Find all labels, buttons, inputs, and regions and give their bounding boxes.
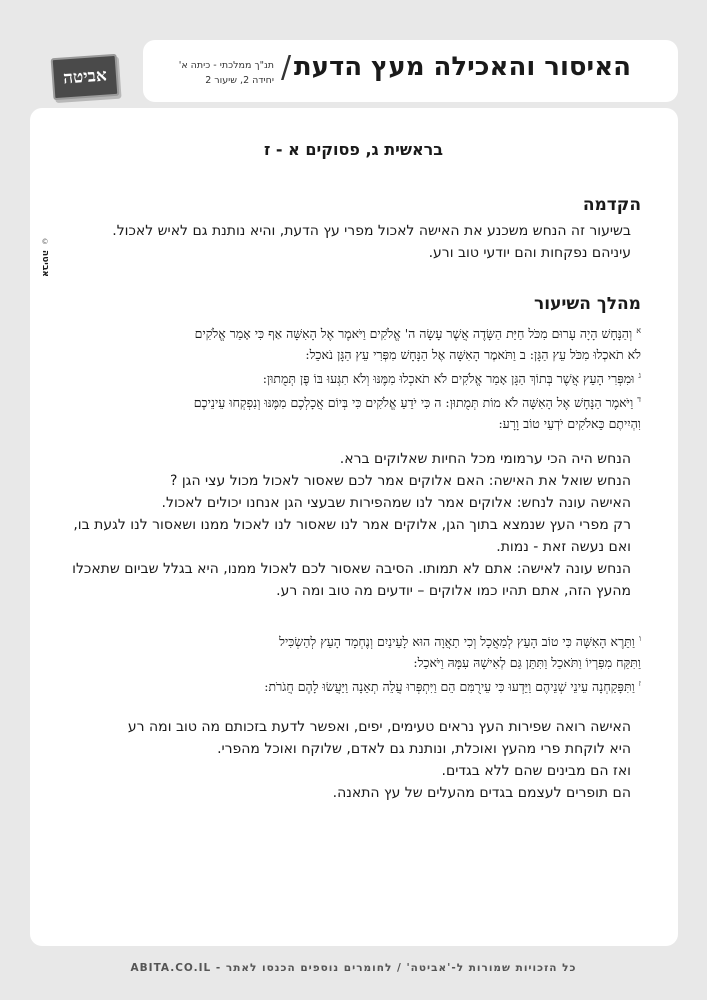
verse-text: וִהְיִיתֶם כֵּאלֹקִים יֹדְעֵי טוֹב וָרָע: (498, 416, 641, 432)
intro-line: עיניהם נפקחות והם יודעי טוב ורע. (428, 245, 631, 261)
verse-line (51, 320, 641, 344)
copyright-icon: © (41, 238, 49, 246)
logo-text: אביטה (62, 65, 108, 89)
title-separator: / (281, 50, 292, 85)
lesson-subtitle (170, 58, 274, 88)
verse-line (51, 413, 641, 434)
explanation-line: הנחש שואל את האישה: האם אלוקים אמר לכם שאסור לאכול מכול עצי הגן ? (169, 473, 631, 489)
verses-block-1 (51, 320, 641, 434)
intro-text (51, 220, 631, 264)
verse-text: וַתֵּרֶא הָאִשָּׁה כִּי טוֹב הָעֵץ לְמַאֲכָל וְכִי תַאֲוָה הוּא לָעֵינַיִם וְנֶחְמָד הָעֵץ לְהַשְׂכִּיל (279, 634, 635, 650)
side-label: אביטה (40, 250, 50, 277)
explanation-block-2 (51, 716, 631, 804)
verse-number: ג (638, 371, 641, 381)
explanation-line: הם תופרים לעצמם בגדים מהעלים של עץ התאנה. (332, 785, 631, 801)
verse-line (51, 365, 641, 389)
verse-text: וּמִפְּרִי הָעֵץ אֲשֶׁר בְּתוֹךְ הַגָּן אָמַר אֱלֹקִים לֹא תֹאכְלוּ מִמֶּנּוּ וְלֹא תִגְּעוּ בּוֹ פֶּן תְּמֻתוּן: (262, 371, 635, 387)
copyright-footer: כל הזכויות שמורות ל-'אביטה' / לחומרים נוספים הכנסו לאתר - ABITA.CO.IL (130, 962, 577, 974)
verses-block-2 (51, 628, 641, 697)
lesson-heading: מהלך השיעור (534, 294, 641, 314)
verse-number: ד (637, 395, 641, 405)
explanation-block-1 (51, 448, 631, 602)
explanation-line: ואז הם מבינים שהם ללא בגדים. (441, 763, 631, 779)
subtitle-curriculum: תנ"ך ממלכתי - כיתה א' (178, 60, 274, 71)
verse-number: ו (638, 634, 641, 643)
verse-line (51, 628, 641, 652)
intro-heading: הקדמה (582, 195, 641, 215)
explanation-line: האישה רואה שפירות העץ נראים טעימים, יפים, ואפשר לדעת בזכותם מה טוב ומה רע (127, 719, 631, 735)
explanation-line: הנחש היה הכי ערמומי מכל החיות שאלוקים ברא. (339, 451, 631, 467)
explanation-line: האישה עונה לנחש: אלוקים אמר לנו שמהפירות שבעצי הגן אנחנו יכולים לאכול. (161, 495, 631, 511)
subtitle-unit: יחידה 2, שיעור 2 (205, 75, 274, 86)
verse-text: וַתִּפָּקַחְנָה עֵינֵי שְׁנֵיהֶם וַיֵּדְעוּ כִּי עֵירֻמִּם הֵם וַיִּתְפְּרוּ עֲלֵה תְאֵנָה וַיַּעֲשׂוּ לָהֶם חֲגֹרֹת: (264, 679, 635, 695)
verse-number: א (636, 326, 641, 335)
verse-line (51, 344, 641, 365)
verse-number: ז (638, 679, 641, 689)
verse-text: לֹא תֹאכְלוּ מִכֹּל עֵץ הַגָּן: ב וַתֹּאמֶר הָאִשָּׁה אֶל הַנָּחָשׁ מִפְּרִי עֵץ הַגָּן נֹאכֵל: (305, 347, 641, 363)
explanation-line: ואם נעשה זאת - נמות. (496, 539, 631, 555)
verse-text: וַיֹּאמֶר הַנָּחָשׁ אֶל הָאִשָּׁה לֹא מוֹת תְּמֻתוּן: ה כִּי יֹדֵעַ אֱלֹקִים כִּי בְּיוֹם אֲכָלְכֶם מִמֶּנּוּ וְנִפְקְחוּ עֵינֵיכֶם (193, 395, 634, 411)
explanation-line: היא לוקחת פרי מהעץ ואוכלת, ונותנת גם לאדם, שלוקח ואוכל מהפרי. (217, 741, 631, 757)
verse-line (51, 673, 641, 697)
verse-line (51, 652, 641, 673)
verse-line (51, 389, 641, 413)
explanation-line: הנחש עונה לאישה: אתם לא תמותו. הסיבה שאסור לכם לאכול ממנו, היא בגלל שביום שתאכלו (72, 561, 631, 577)
intro-line: בשיעור זה הנחש משכנע את האישה לאכול מפרי עץ הדעת, והיא נותנת גם לאיש לאכול. (112, 223, 631, 239)
verse-heading: בראשית ג, פסוקים א - ז (263, 140, 444, 159)
verse-text: וַתִּקַּח מִפִּרְיוֹ וַתֹּאכַל וַתִּתֵּן גַּם לְאִישָׁהּ עִמָּהּ וַיֹּאכַל: (413, 655, 641, 671)
explanation-line: רק מפרי העץ שנמצא בתוך הגן, אלוקים אמר לנו שאסור לנו לאכול ממנו ושאסור לנו לגעת בו, (73, 517, 631, 533)
page-title: האיסור והאכילה מעץ הדעת (293, 52, 631, 82)
side-watermark (38, 238, 52, 288)
explanation-line: מהעץ הזה, אתם תהיו כמו אלוקים – יודעים מה טוב ומה רע. (276, 583, 631, 599)
abita-logo (51, 54, 120, 101)
verse-text: וְהַנָּחָשׁ הָיָה עָרוּם מִכֹּל חַיַּת הַשָּׂדֶה אֲשֶׁר עָשָׂה ה' אֱלֹקִים וַיֹּאמֶר אֶל הָאִשָּׁה אַף כִּי אָמַר אֱלֹקִים (194, 326, 633, 342)
